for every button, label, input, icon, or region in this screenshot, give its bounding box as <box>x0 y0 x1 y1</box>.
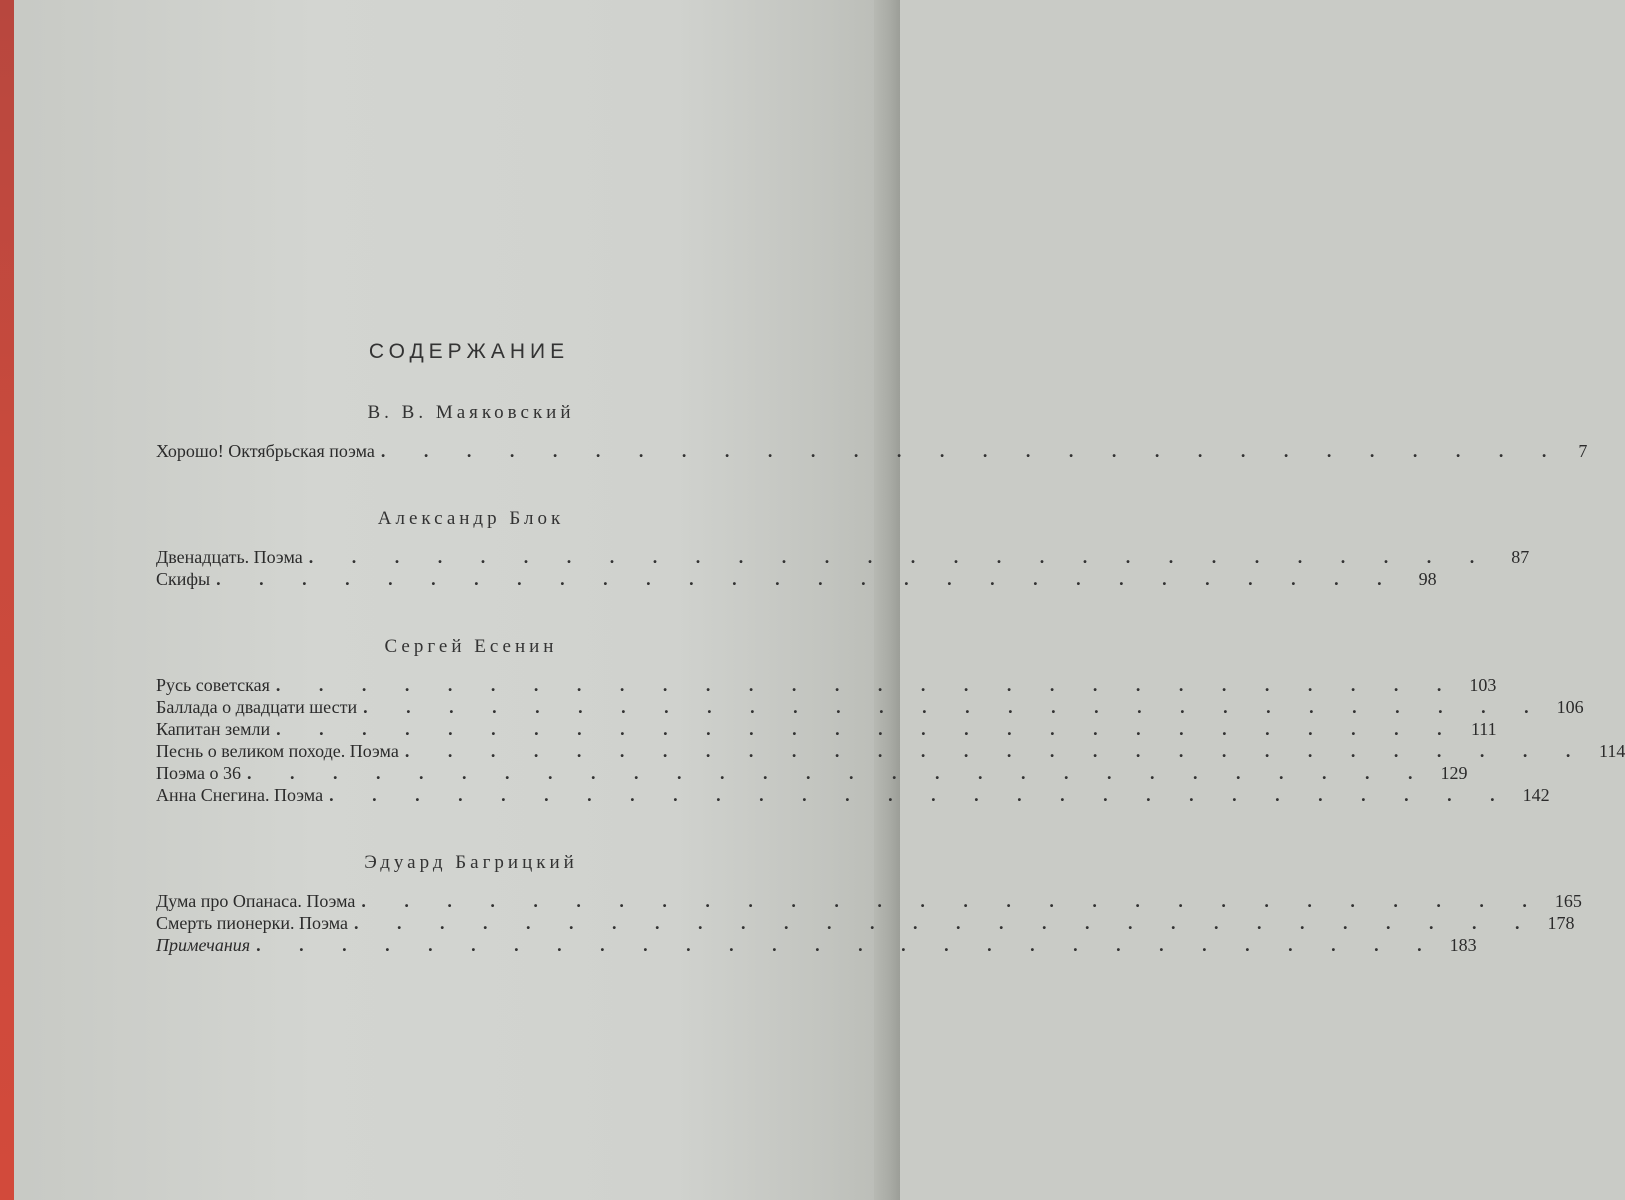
entry-title: Русь советская <box>156 675 270 695</box>
dot-leader: . . . . . . . . . . . . . . . . . . . . . . . . . . . . <box>216 569 1399 589</box>
entry-title: Дума про Опанаса. Поэма <box>156 891 356 911</box>
toc-entry <box>156 762 1468 784</box>
entry-page: 103 <box>1469 675 1497 695</box>
section-author: Сергей Есенин <box>384 636 558 657</box>
entry-page: 87 <box>1511 547 1530 567</box>
toc-entry <box>156 674 1497 696</box>
page-edge-shadow <box>874 0 900 1200</box>
section-author: Эдуард Багрицкий <box>364 852 578 873</box>
dot-leader: . . . . . . . . . . . . . . . . . . . . . . . . . . . . <box>404 741 1588 761</box>
toc-section-bagritsky <box>150 852 1582 956</box>
section-author: В. В. Маяковский <box>367 402 575 423</box>
entry-page: 98 <box>1418 569 1437 589</box>
book-cover-edge <box>0 0 14 1200</box>
entry-page: 114 <box>1598 741 1625 761</box>
entry-list <box>156 440 1588 462</box>
entry-list <box>156 890 1582 956</box>
entry-page: 106 <box>1556 697 1584 717</box>
dot-leader: . . . . . . . . . . . . . . . . . . . . . . . . . . . . <box>329 785 1512 805</box>
dot-leader: . . . . . . . . . . . . . . . . . . . . . . . . . . . . <box>354 913 1537 933</box>
entry-list <box>156 674 1625 806</box>
entry-page: 142 <box>1522 785 1550 805</box>
toc-entry <box>156 890 1582 912</box>
entry-page: 7 <box>1578 441 1588 461</box>
dot-leader: . . . . . . . . . . . . . . . . . . . . . . . . . . . . <box>256 935 1439 955</box>
toc-section-blok <box>150 508 1530 590</box>
toc-section-esenin <box>150 636 1625 806</box>
entry-title: Двенадцать. Поэма <box>156 547 303 567</box>
toc-section-mayakovsky <box>150 402 1588 462</box>
dot-leader: . . . . . . . . . . . . . . . . . . . . . . . . . . . . <box>363 697 1546 717</box>
toc-entry <box>156 546 1530 568</box>
entry-page: 129 <box>1440 763 1468 783</box>
toc-entry <box>156 568 1437 590</box>
dot-leader: . . . . . . . . . . . . . . . . . . . . . . . . . . . . <box>361 891 1544 911</box>
entry-page: 178 <box>1547 913 1575 933</box>
dot-leader: . . . . . . . . . . . . . . . . . . . . . . . . . . . . <box>247 763 1430 783</box>
table-of-contents <box>150 340 1625 1002</box>
section-author: Александр Блок <box>377 508 565 529</box>
toc-entry <box>156 440 1588 462</box>
entry-page: 165 <box>1554 891 1582 911</box>
toc-entry <box>156 784 1550 806</box>
entry-title: Поэма о 36 <box>156 763 242 783</box>
dot-leader: . . . . . . . . . . . . . . . . . . . . . . . . . . . . <box>276 719 1459 739</box>
entry-page: 111 <box>1470 719 1497 739</box>
entry-title: Баллада о двадцати шести <box>156 697 358 717</box>
dot-leader: . . . . . . . . . . . . . . . . . . . . . . . . . . . . <box>275 675 1459 695</box>
entry-title: Песнь о великом походе. Поэма <box>156 741 399 761</box>
toc-entry <box>156 696 1584 718</box>
entry-title: Примечания <box>156 935 251 955</box>
entry-title: Капитан земли <box>156 719 271 739</box>
entry-page: 183 <box>1449 935 1477 955</box>
dot-leader: . . . . . . . . . . . . . . . . . . . . . . . . . . . . <box>308 547 1492 567</box>
entry-title: Скифы <box>156 569 211 589</box>
toc-entry <box>156 718 1497 740</box>
entry-title: Смерть пионерки. Поэма <box>156 913 349 933</box>
toc-title: СОДЕРЖАНИЕ <box>368 340 570 363</box>
toc-entry <box>156 740 1625 762</box>
entry-title: Хорошо! Октябрьская поэма <box>156 441 375 461</box>
toc-entry <box>156 912 1575 934</box>
entry-title: Анна Снегина. Поэма <box>156 785 324 805</box>
toc-entry <box>156 934 1477 956</box>
entry-list <box>156 546 1530 590</box>
dot-leader: . . . . . . . . . . . . . . . . . . . . . . . . . . . . <box>380 441 1564 461</box>
